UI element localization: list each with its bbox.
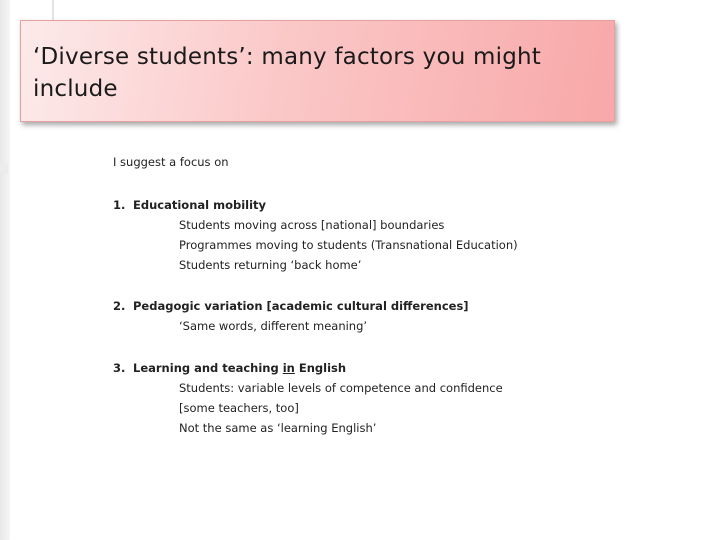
intro-text: I suggest a focus on (113, 155, 229, 169)
title-line-2: include (33, 76, 118, 102)
section-heading (113, 358, 673, 378)
section-number: 1. (113, 198, 126, 212)
decorative-stripe (0, 0, 10, 540)
list-item: Not the same as ‘learning English’ (179, 421, 377, 435)
list-item: Programmes moving to students (Transnational Education) (179, 238, 518, 252)
section-title-underlined: in (282, 361, 295, 375)
list-item: ‘Same words, different meaning’ (179, 319, 368, 333)
section-educational-mobility (113, 195, 673, 275)
list-item: Students: variable levels of competence and confidence (179, 381, 503, 395)
section-title: Educational mobility (133, 198, 267, 212)
slide-title (33, 41, 541, 105)
title-box (20, 20, 615, 122)
list-item: Students returning ‘back home’ (179, 258, 362, 272)
section-heading (113, 195, 673, 215)
list-item: Students moving across [national] boundaries (179, 218, 445, 232)
list-item: [some teachers, too] (179, 401, 299, 415)
section-title: Pedagogic variation [academic cultural differences] (133, 299, 469, 313)
section-title-part: English (294, 361, 347, 375)
section-title-part: Learning and teaching (133, 361, 283, 375)
section-number: 2. (113, 299, 126, 313)
section-number: 3. (113, 361, 126, 375)
section-pedagogic-variation (113, 296, 673, 336)
section-learning-teaching (113, 358, 673, 438)
title-line-1: ‘Diverse students’: many factors you might (33, 44, 541, 70)
section-heading (113, 296, 673, 316)
